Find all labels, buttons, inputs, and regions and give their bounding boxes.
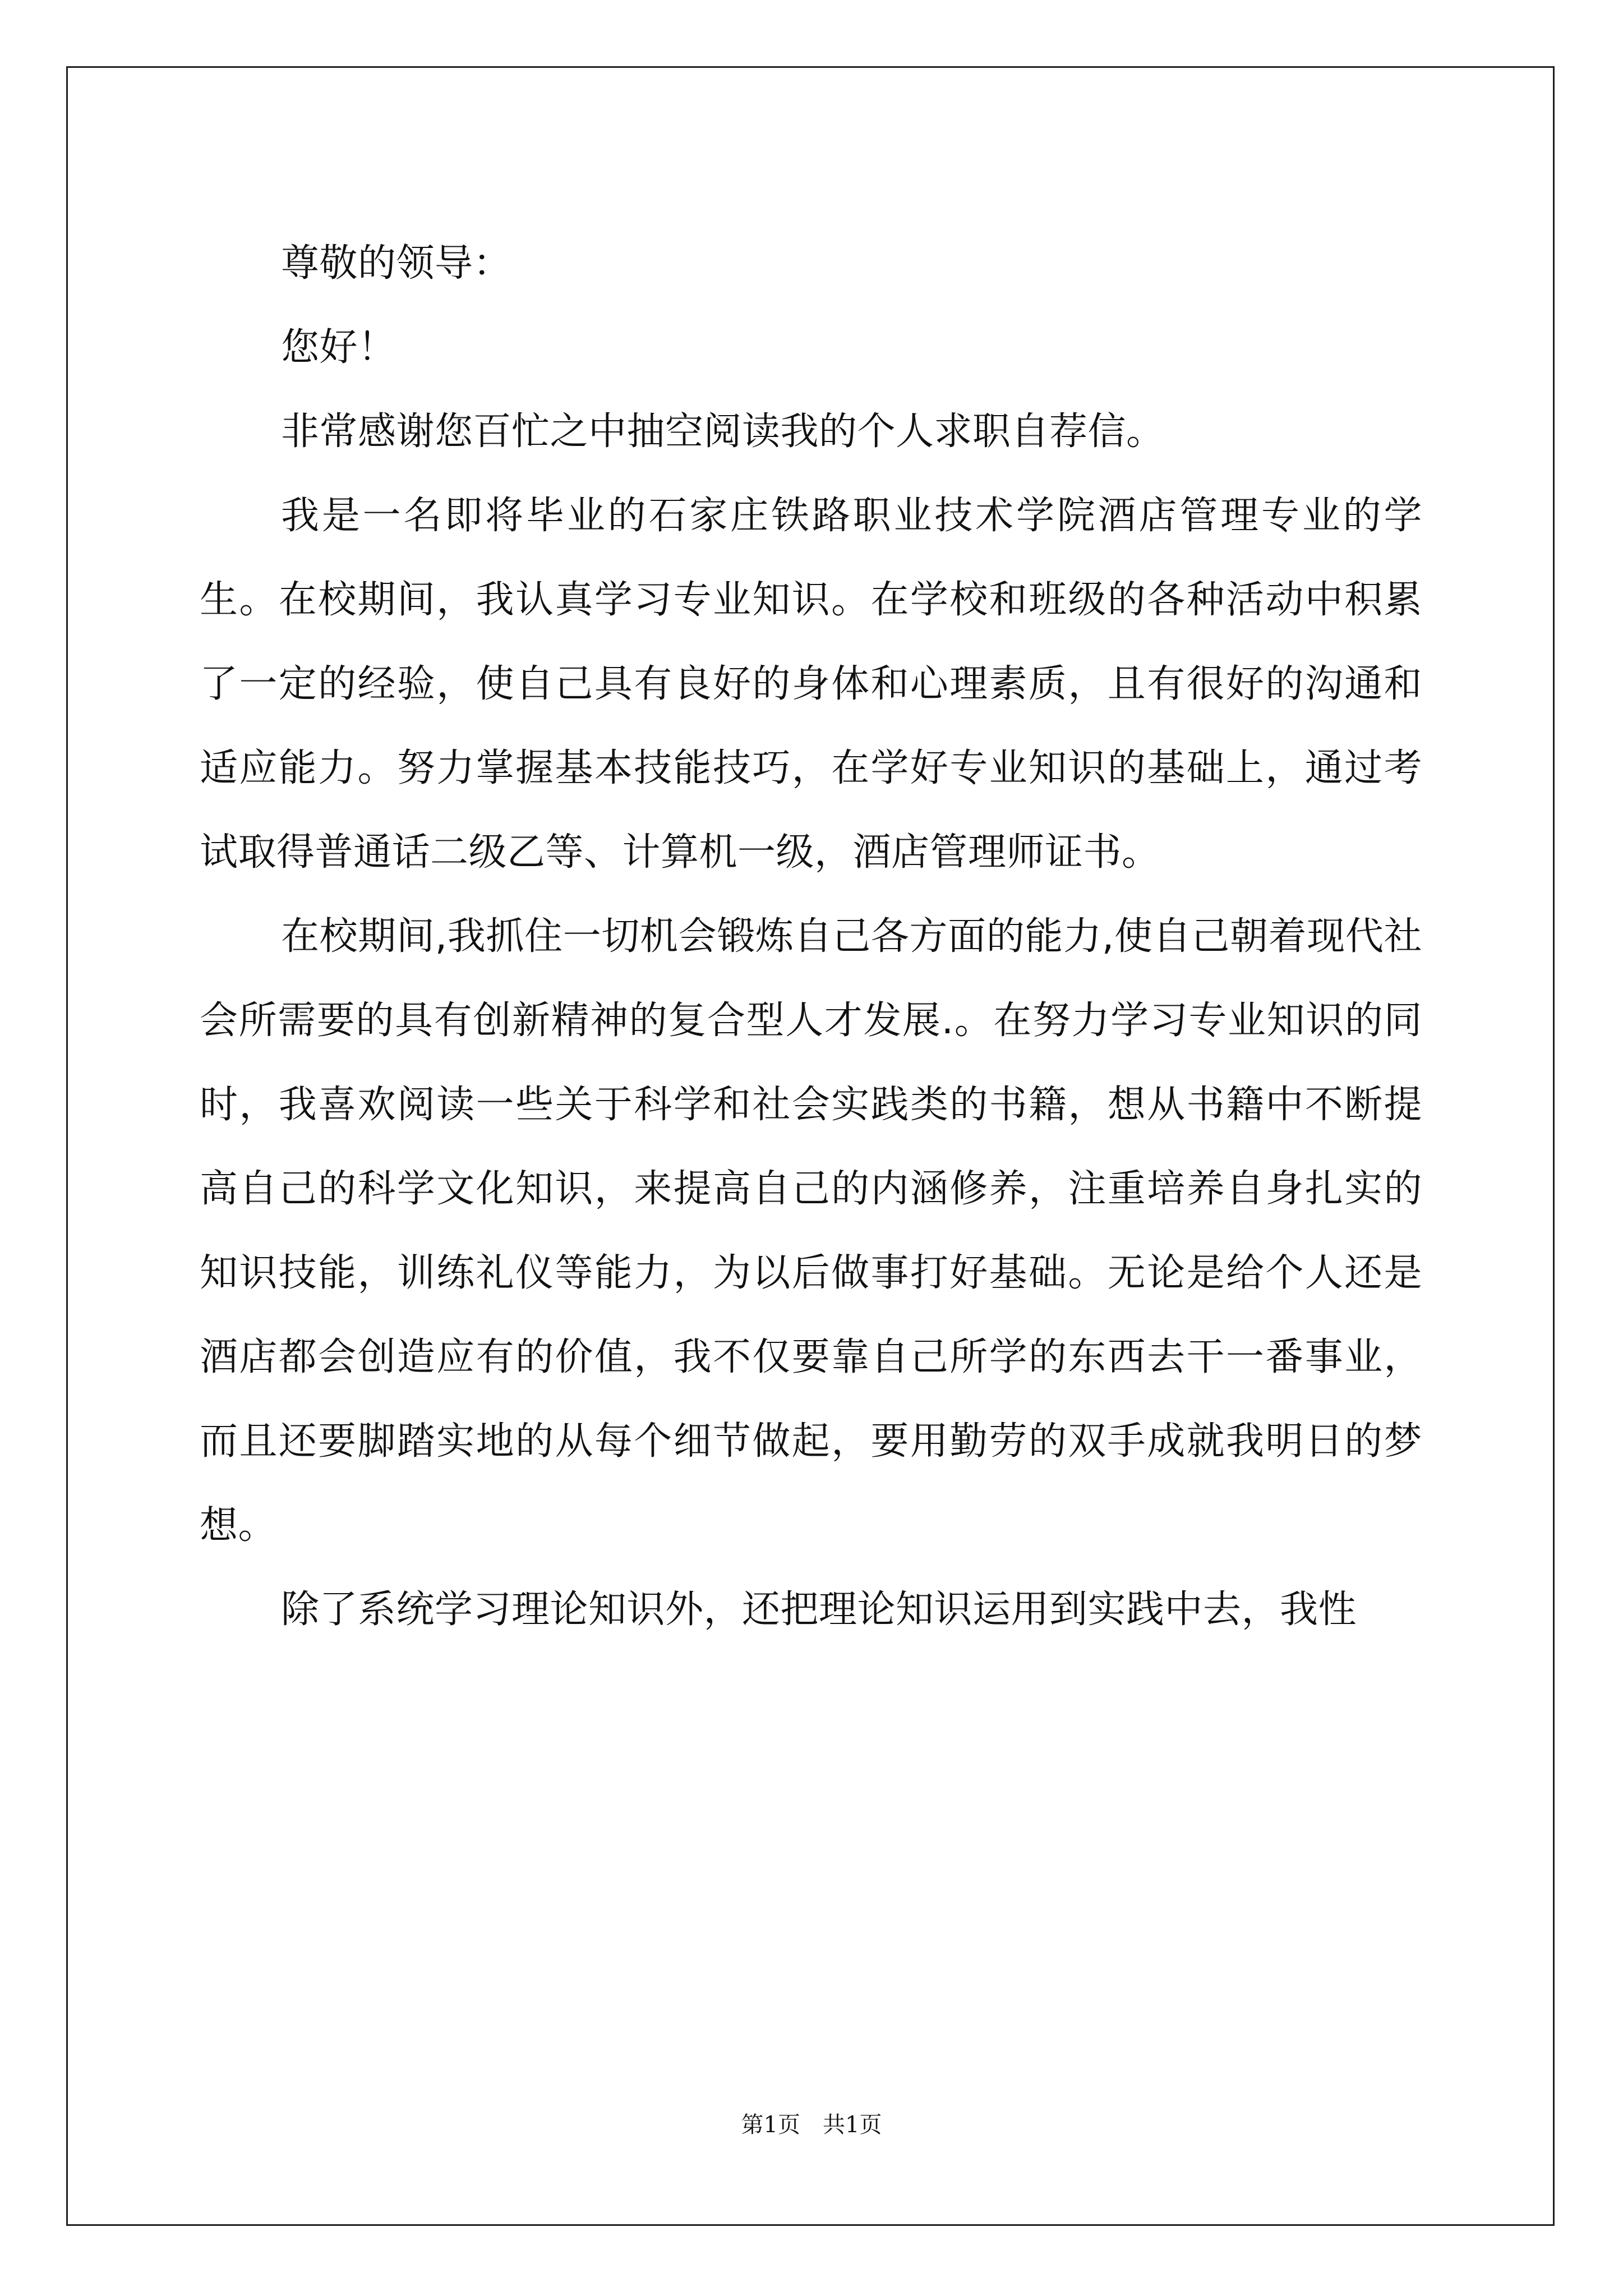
paragraph-4: 除了系统学习理论知识外，还把理论知识运用到实践中去，我性 — [281, 1588, 1357, 1632]
salutation: 尊敬的领导： — [281, 241, 512, 286]
greeting: 您好！ — [281, 325, 396, 370]
page-footer — [0, 2107, 1623, 2139]
paragraph-3: 在校期间,我抓住一切机会锻炼自己各方面的能力,使自己朝着现代社会所需要的具有创新精神的复合型人才发展.。在努力学习专业知识的同时，我喜欢阅读一些关于科学和社会实践类的书籍，想从书籍中不断提高自己的科学文化知识，来提高自己的内涵修养，注重培养自身扎实的知识技能，训练礼仪等能力，为以后做事打好基础。无论是给个人还是酒店都会创造应有的价值，我不仅要靠自己所学的东西去干一番事业，而且还要脚踏实地的从每个细节做起，要用勤劳的双手成就我明日的梦想。 — [200, 914, 1422, 1548]
page-total: 共1页 — [823, 2112, 882, 2138]
paragraph-1: 非常感谢您百忙之中抽空阅读我的个人求职自荐信。 — [281, 409, 1165, 454]
page-number: 第1页 — [741, 2112, 800, 2138]
document-body — [200, 222, 1422, 1652]
paragraph-2: 我是一名即将毕业的石家庄铁路职业技术学院酒店管理专业的学生。在校期间，我认真学习专业知识。在学校和班级的各种活动中积累了一定的经验，使自己具有良好的身体和心理素质，且有很好的沟通和适应能力。努力掌握基本技能技巧，在学好专业知识的基础上，通过考试取得普通话二级乙等、计算机一级，酒店管理师证书。 — [200, 494, 1422, 875]
